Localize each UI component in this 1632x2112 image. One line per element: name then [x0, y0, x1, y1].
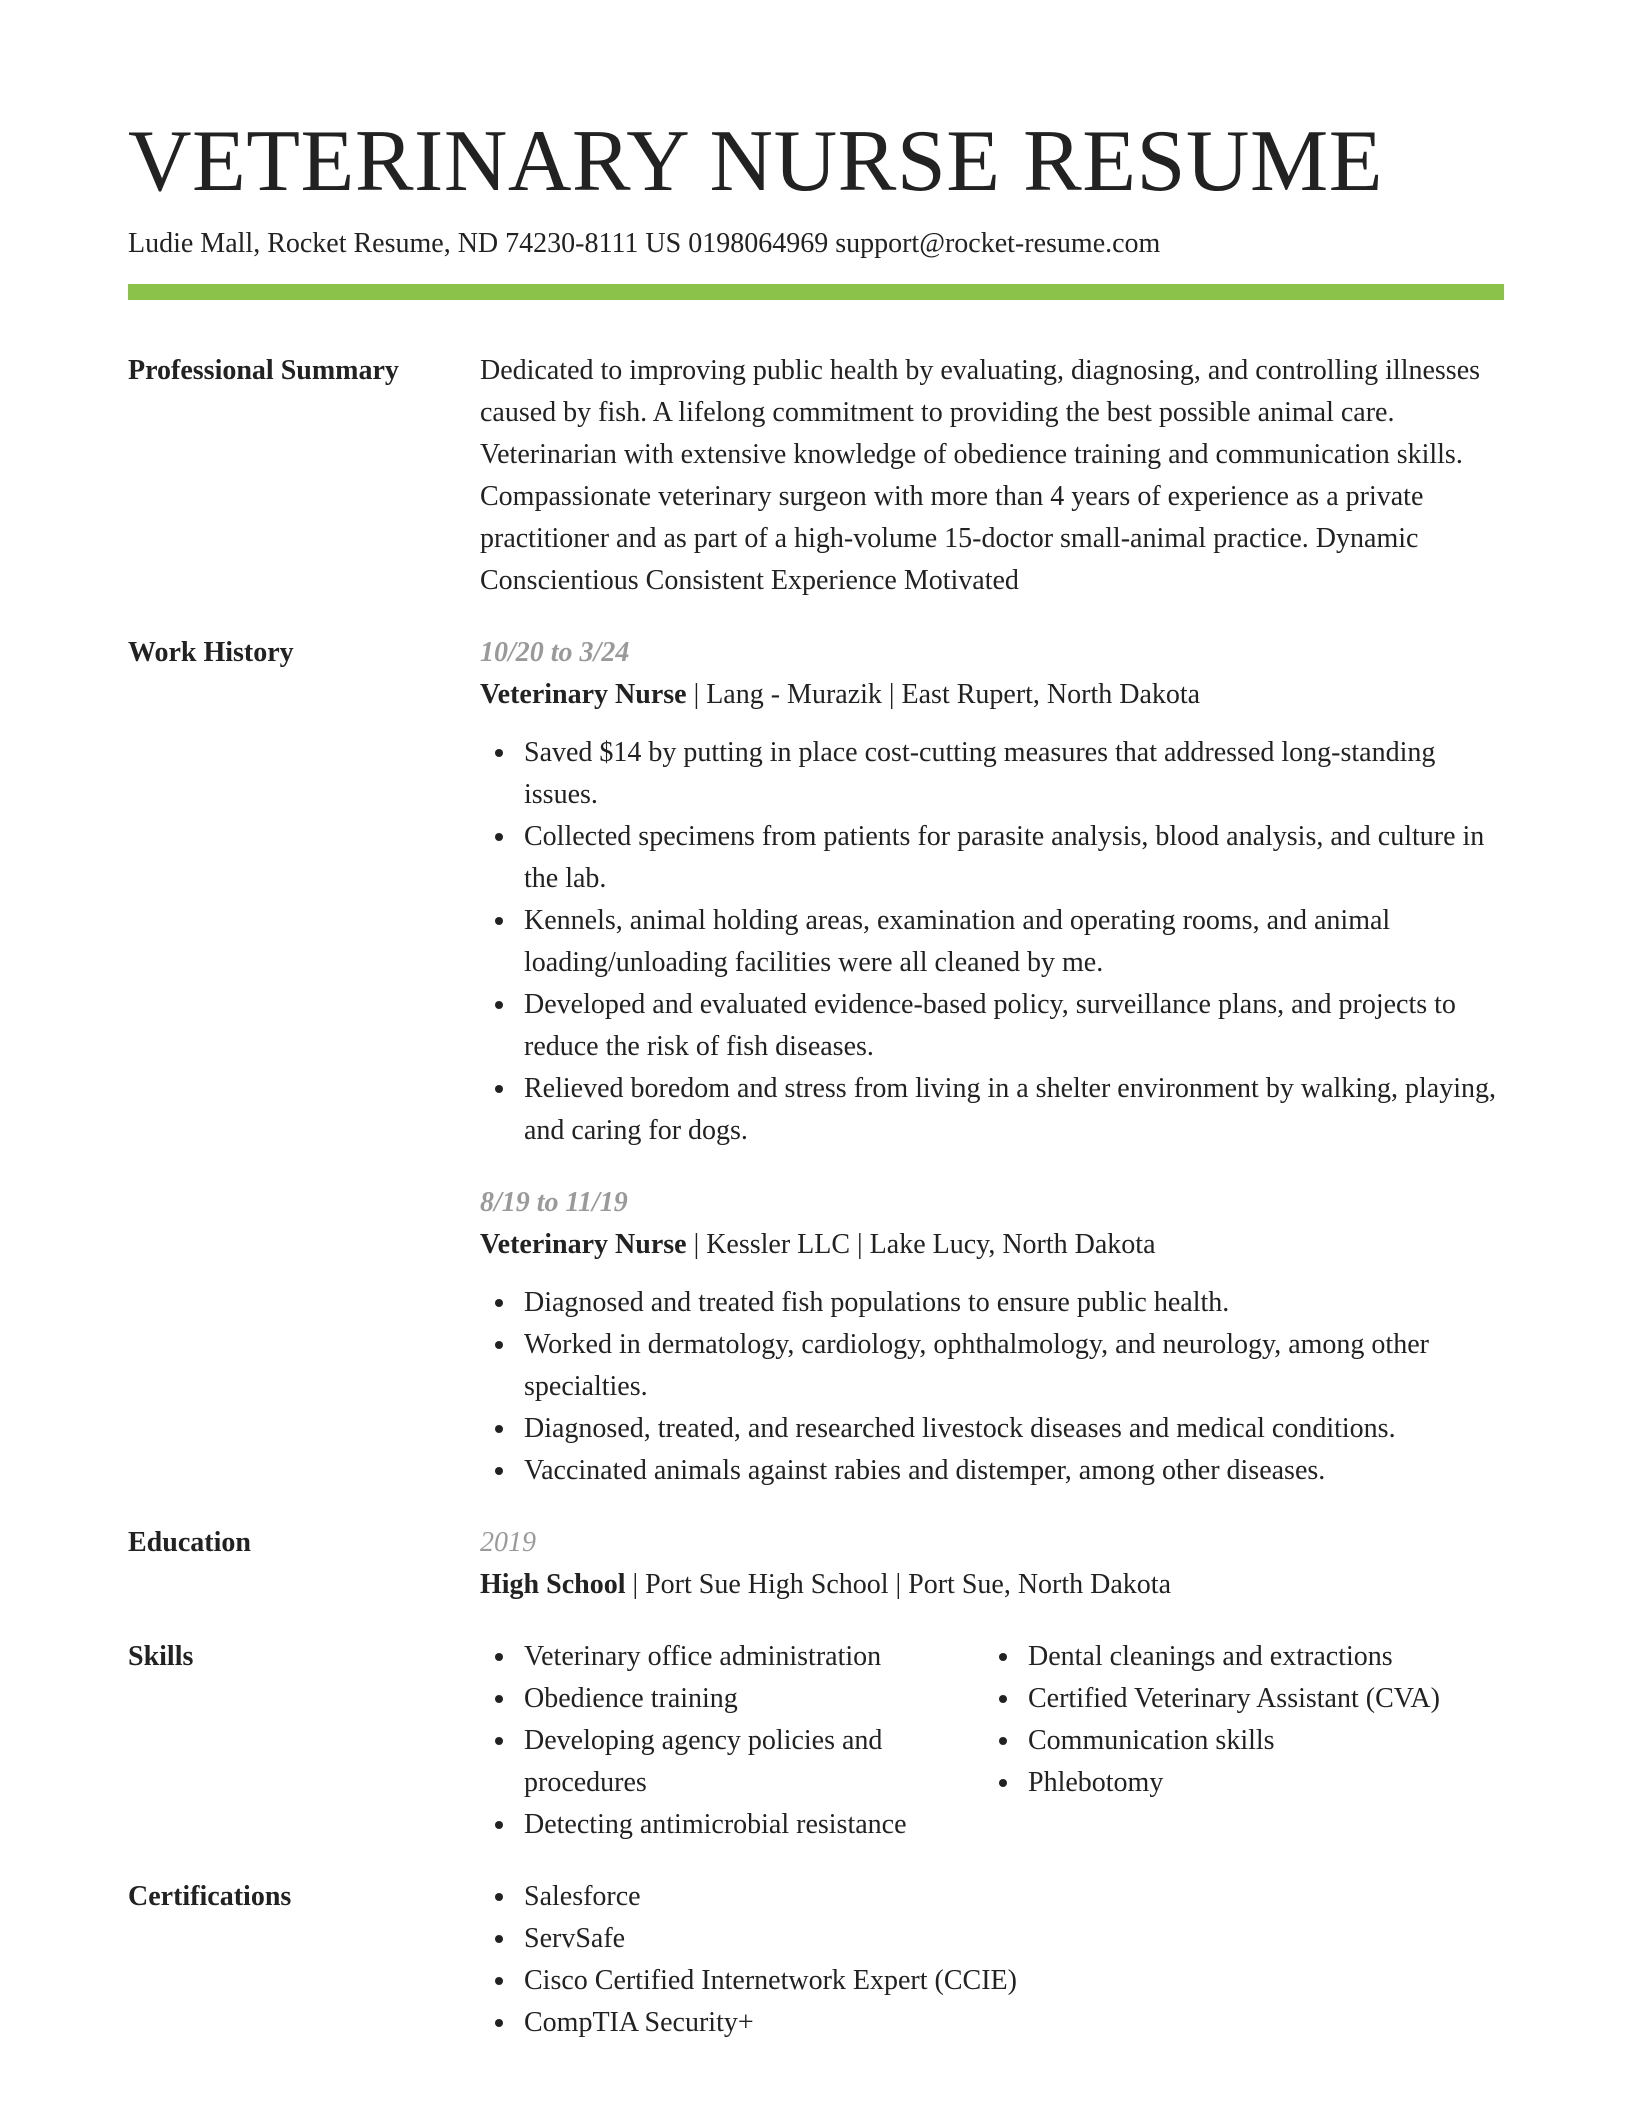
certifications-section [128, 1876, 1504, 2044]
education-date: 2019 [480, 1527, 536, 1559]
list-item: Obedience training [524, 1678, 984, 1720]
certifications-heading: Certifications [128, 1881, 292, 1913]
job-bullets [480, 732, 1504, 1152]
list-item: Developing agency policies and procedures [524, 1720, 984, 1804]
certifications-list [480, 1876, 1504, 2044]
contact-line: Ludie Mall, Rocket Resume, ND 74230-8111 US 0198064969 support@rocket-resume.com [128, 228, 1161, 259]
skills-body [480, 1636, 1504, 1846]
skills-column-left [480, 1636, 984, 1846]
job-bullets [480, 1282, 1504, 1492]
job-entry [480, 632, 1504, 1152]
summary-heading: Professional Summary [128, 355, 399, 387]
job-details: | Kessler LLC | Lake Lucy, North Dakota [686, 1229, 1156, 1261]
work-history-body [480, 632, 1504, 1492]
list-item: Diagnosed and treated fish populations to ensure public health. [524, 1282, 1504, 1324]
job-details: | Lang - Murazik | East Rupert, North Dakota [686, 679, 1201, 711]
list-item: Saved $14 by putting in place cost-cutting measures that addressed long-standing issues. [524, 732, 1504, 816]
list-item: Diagnosed, treated, and researched livestock diseases and medical conditions. [524, 1408, 1504, 1450]
work-history-section [128, 632, 1504, 1492]
job-heading [480, 1224, 1504, 1266]
accent-divider [128, 284, 1504, 300]
summary-section [128, 350, 1504, 602]
job-title: Veterinary Nurse [480, 1229, 687, 1261]
list-item: Salesforce [524, 1876, 1504, 1918]
list-item: Phlebotomy [1028, 1762, 1504, 1804]
education-body [480, 1522, 1504, 1606]
resume-title: VETERINARY NURSE RESUME [128, 113, 1383, 210]
education-section [128, 1522, 1504, 1606]
skills-section [128, 1636, 1504, 1846]
job-entry [480, 1182, 1504, 1492]
summary-body [480, 350, 1504, 602]
job-date: 10/20 to 3/24 [480, 637, 630, 669]
list-item: Relieved boredom and stress from living in a shelter environment by walking, playing, and caring for dogs. [524, 1068, 1504, 1152]
list-item: Vaccinated animals against rabies and distemper, among other diseases. [524, 1450, 1504, 1492]
skills-list-right [984, 1636, 1504, 1804]
education-details: | Port Sue High School | Port Sue, North Dakota [625, 1569, 1172, 1601]
list-item: Developed and evaluated evidence-based policy, surveillance plans, and projects to reduce the risk of fish diseases. [524, 984, 1504, 1068]
list-item: Certified Veterinary Assistant (CVA) [1028, 1678, 1504, 1720]
education-heading: Education [128, 1527, 251, 1559]
list-item: Kennels, animal holding areas, examination and operating rooms, and animal loading/unloading facilities were all cleaned by me. [524, 900, 1504, 984]
job-date: 8/19 to 11/19 [480, 1187, 628, 1219]
list-item: CompTIA Security+ [524, 2002, 1504, 2044]
list-item: Detecting antimicrobial resistance [524, 1804, 984, 1846]
job-title: Veterinary Nurse [480, 679, 687, 711]
skills-heading: Skills [128, 1641, 194, 1673]
work-history-heading: Work History [128, 637, 294, 669]
list-item: Cisco Certified Internetwork Expert (CCIE) [524, 1960, 1504, 2002]
education-heading-line [480, 1564, 1504, 1606]
skills-list-left [480, 1636, 984, 1846]
job-heading [480, 674, 1504, 716]
list-item: Dental cleanings and extractions [1028, 1636, 1504, 1678]
summary-text: Dedicated to improving public health by evaluating, diagnosing, and controlling illnesses caused by fish. A lifelong commitment to providing the best possible animal care. Veterinarian with extensive knowledge of obedience training and communication skills. Compassionate veterinary surgeon with more than 4 years of experience as a private practitioner and as part of a high-volume 15-doctor small-animal practice. Dynamic Conscientious Consistent Experience Motivated [480, 355, 1481, 597]
certifications-body [480, 1876, 1504, 2044]
skills-column-right [984, 1636, 1504, 1846]
list-item: ServSafe [524, 1918, 1504, 1960]
skills-columns [480, 1636, 1504, 1846]
list-item: Collected specimens from patients for parasite analysis, blood analysis, and culture in the lab. [524, 816, 1504, 900]
education-degree: High School [480, 1569, 626, 1601]
list-item: Veterinary office administration [524, 1636, 984, 1678]
list-item: Worked in dermatology, cardiology, ophthalmology, and neurology, among other specialties. [524, 1324, 1504, 1408]
list-item: Communication skills [1028, 1720, 1504, 1762]
